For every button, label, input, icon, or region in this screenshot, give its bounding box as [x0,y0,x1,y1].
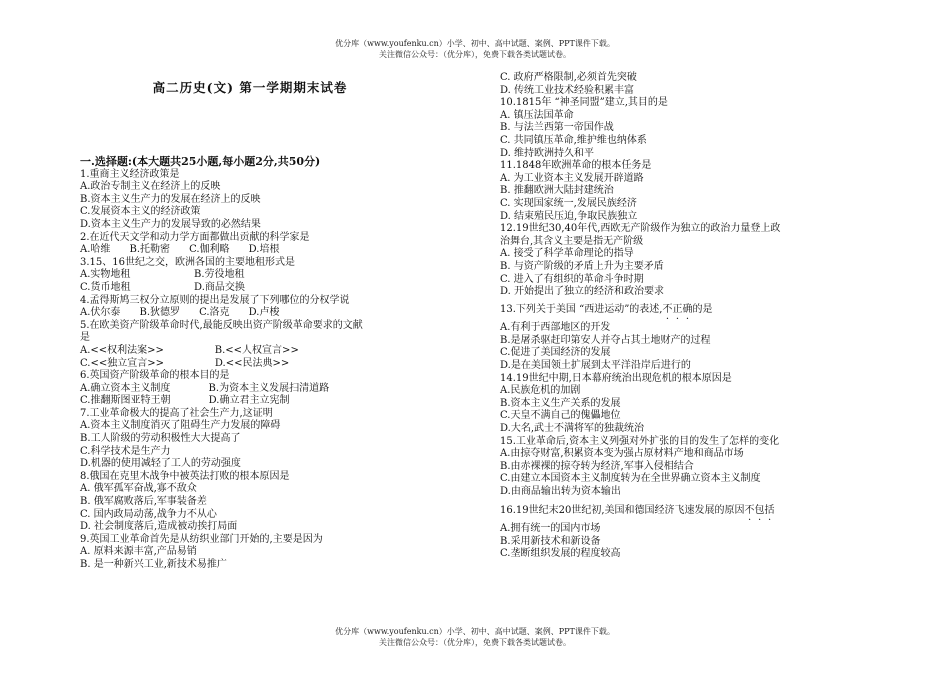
right-question-line: A.有利于西部地区的开发 [500,322,611,334]
left-question-line: 4.孟得斯鸠三权分立原则的提出是发展了下列哪位的分权学说 [80,294,350,306]
q16-emph-2: 包 [754,504,765,516]
left-question-line: D.资本主义生产力的发展导致的必然结果 [80,218,261,230]
right-question-line: 11.1848年欧洲革命的根本任务是 [500,160,652,172]
left-question-line: 8.俄国在克里木战争中被英法打败的根本原因是 [80,470,290,482]
right-question-line: C.垄断组织发展的程度较高 [500,548,621,560]
q13-emph-3: 确 [682,303,693,315]
left-question-line: C.货币地租 D.商品交换 [80,281,245,293]
right-question-line: C. 共同镇压革命,维护维也纳体系 [500,134,647,146]
q16-emph-3: 括 [764,504,775,516]
right-question-line: A.拥有统一的国内市场 [500,523,601,535]
right-question-line: A. 为工业资本主义发展开辟道路 [500,172,644,184]
section-heading: 一.选择题:(本大题共25小题,每小题2分,共50分) [80,155,321,168]
left-question-line: C.发展资本主义的经济政策 [80,206,201,218]
left-question-line: 5.在欧美资产阶级革命时代,最能反映出资产阶级革命要求的文献 [80,319,363,331]
q13-emph-2: 正 [672,303,683,315]
right-question-line: 10.1815年 “神圣同盟”建立,其目的是 [500,97,668,109]
right-question-line: C. 政府严格限制,必须首先突破 [500,72,637,83]
left-question-line: C.推翻斯图亚特王朝 D.确立君主立宪制 [80,395,290,407]
right-question-line: B.资本主义生产关系的发展 [500,397,621,409]
right-question-line: 15.工业革命后,资本主义列强对外扩张的目的发生了怎样的变化 [500,435,780,447]
right-question-line: C.天皇不满自己的傀儡地位 [500,410,621,422]
right-question-line: B.是屠杀驱赶印第安人并夺占其土地财产的过程 [500,334,711,346]
right-question-line: B.采用新技术和新设备 [500,535,601,547]
left-question-line: A.哈维 B.托勒密 C.伽利略 D.培根 [80,244,280,256]
left-question-line: A. 原料来源丰富,产品易销 [80,546,197,558]
left-question-line: 2.在近代天文学和动力学方面都做出贡献的科学家是 [80,231,310,243]
left-question-line: 6.英国资产阶级革命的根本目的是 [80,370,230,382]
left-question-line: 3.15、16世纪之交，欧洲各国的主要地租形式是 [80,256,295,268]
header-line-1: 优分库（www.youfenku.cn）小学、初中、高中试题、案例、PPT课件下载。 [335,39,615,48]
left-question-line: B.资本主义生产力的发展在经济上的反映 [80,193,261,205]
right-question-line: B. 推翻欧洲大陆封建统治 [500,185,614,197]
q13-emph-1: 不 [662,303,673,315]
q13-pre: 13.下列关于美国 “西进运动”的表述, [500,303,663,315]
right-question-line: 14.19世纪中期,日本幕府统治出现危机的根本原因是 [500,372,732,384]
right-question-line: 治舞台,其含义主要是指无产阶级 [500,235,644,247]
left-question-line: B.工人阶级的劳动积极性大大提高了 [80,433,241,445]
right-question-line: 12.19世纪30,40年代,西欧无产阶级作为独立的政治力量登上政 [500,223,781,235]
right-question-lines-1 [500,72,870,299]
left-question-lines [80,169,480,572]
right-question-line: D.大名,武士不满将军的独裁统治 [500,423,645,435]
left-question-line: C. 国内政局动荡,战争力不从心 [80,508,217,520]
left-question-line: C.<<独立宣言>> D.<<民法典>> [80,357,290,369]
right-question-line: D. 开始提出了独立的经济和政治要求 [500,286,665,298]
q16-pre: 16.19世纪末20世纪初,美国和德国经济飞速发展的原因 [500,504,745,516]
q16-emph-1: 不 [744,504,755,516]
left-question-line: A.确立资本主义制度 B.为资本主义发展扫清道路 [80,382,330,394]
right-question-line: A.由掠夺财富,积累资本变为强占原材料产地和商品市场 [500,448,744,460]
right-question-line: A.民族危机的加剧 [500,385,581,397]
right-question-line: A. 镇压法国革命 [500,109,574,121]
q13-post: 的是 [692,303,713,315]
footer-line-1: 优分库（www.youfenku.cn）小学、初中、高中试题、案例、PPT课件下载。 [335,627,615,636]
question-13-stem [500,304,870,317]
header-line-2: 关注微信公众号：（优分库），免费下载各类试题试卷。 [379,50,571,59]
left-question-line: 1.重商主义经济政策是 [80,168,180,180]
question-16-stem [500,505,870,518]
left-question-line: A.<<权利法案>> B.<<人权宣言>> [80,344,299,356]
right-question-line: D. 结束殖民压迫,争取民族独立 [500,210,638,222]
right-question-line: B.由赤裸裸的掠夺转为经济,军事入侵相结合 [500,460,694,472]
left-question-line: C.科学技术是生产力 [80,445,171,457]
left-question-line: D. 社会制度落后,造成被动挨打局面 [80,521,238,533]
exam-title: 高二历史(文) 第一学期期末试卷 [152,80,348,95]
right-question-line: A. 接受了科学革命理论的指导 [500,248,634,260]
left-column [80,156,480,572]
left-question-line: 9.英国工业革命首先是从纺织业部门开始的,主要是因为 [80,533,323,545]
page-header [0,38,950,60]
left-question-line: A.伏尔泰 B.狄德罗 C.洛克 D.卢梭 [80,307,280,319]
left-question-line: B. 俄军腐败落后,军事装备差 [80,496,207,508]
left-question-line: D.机器的使用减轻了工人的劳动强度 [80,458,241,470]
left-question-line: 7.工业革命极大的提高了社会生产力,这证明 [80,407,273,419]
right-question-line: D. 传统工业技术经验积累丰富 [500,84,635,96]
left-question-line: A.实物地租 B.劳役地租 [80,269,245,281]
right-question-line: B. 与资产阶级的矛盾上升为主要矛盾 [500,260,664,272]
left-question-line: A.资本主义制度消灭了阻碍生产力发展的障碍 [80,420,281,432]
right-question-line: C. 进入了有组织的革命斗争时期 [500,273,644,285]
right-question-line: C. 实现国家统一,发展民族经济 [500,197,637,209]
right-question-line: D. 维持欧洲持久和平 [500,147,595,159]
right-question-line: D.是在美国领土扩展到太平洋沿岸后进行的 [500,360,691,372]
right-question-lines-3 [500,523,870,561]
right-question-line: C.由建立本国资本主义制度转为在全世界确立资本主义制度 [500,473,761,485]
left-question-line: A.政治专制主义在经济上的反映 [80,181,221,193]
left-question-line: B. 是一种新兴工业,新技术易推广 [80,559,227,570]
right-question-line: D.由商品输出转为资本输出 [500,486,621,497]
footer-line-2: 关注微信公众号：（优分库），免费下载各类试题试卷。 [379,638,571,647]
right-question-line: B. 与法兰西第一帝国作战 [500,122,614,134]
right-column [500,72,870,561]
left-question-line: 是 [80,332,90,344]
right-question-line: C.促进了美国经济的发展 [500,347,611,359]
right-question-lines-2 [500,322,870,498]
left-question-line: A. 俄军孤军奋战,寡不敌众 [80,483,197,495]
page-footer [0,626,950,648]
